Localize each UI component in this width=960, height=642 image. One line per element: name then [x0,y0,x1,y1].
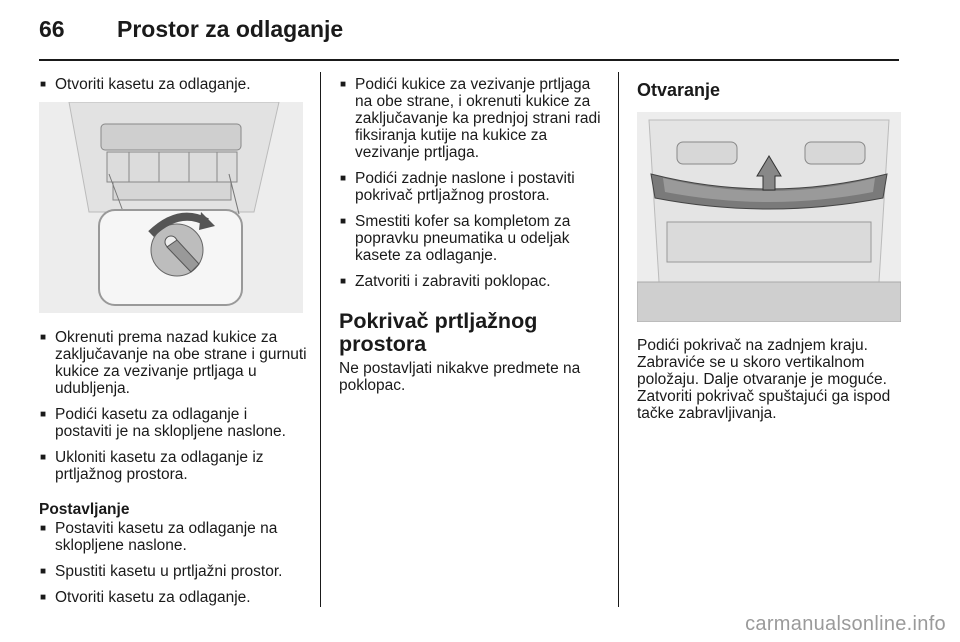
list-item: ■ Podići kasetu za odlaganje i postaviti je na sklopljene naslone. [39,406,307,440]
list-item: ■ Postaviti kasetu za odlaganje na sklopljene naslone. [39,520,307,554]
storage-box-image [39,102,303,313]
list-item: ■ Otvoriti kasetu za odlaganje. [39,76,307,93]
column-divider-1 [320,72,321,607]
list-item: ■ Podići kukice za vezivanje prtljaga na obe strane, i okrenuti kukice za zaključavanje ka prednjoj strani radi fiksiranja kutije na kukice za vezivanje prtljaga. [339,76,605,161]
list-item: ■ Otvoriti kasetu za odlaganje. [39,589,307,606]
storage-box-illustration [39,102,303,313]
list-item: ■ Ukloniti kasetu za odlaganje iz prtljažnog prostora. [39,449,307,483]
list-item: ■ Okrenuti prema nazad kukice za zaključavanje na obe strane i gurnuti kukice za vezivanje prtljaga u udubljenja. [39,329,307,397]
section-heading-cover: Pokrivač prtljažnog prostora [339,309,538,356]
column-1 [39,76,307,615]
heading-otvaranje: Otvaranje [637,80,721,100]
luggage-cover-image [637,112,901,322]
section-paragraph: Podići pokrivač na zadnjem kraju. Zabraviće se u skoro vertikalnom položaju. Dalje otvaranje je moguće. Zatvoriti pokrivač spuštajući ga ispod tačke zabravljivanja. [637,337,891,422]
watermark: carmanualsonline.info [745,613,946,635]
list-item: ■ Spustiti kasetu u prtljažni prostor. [39,563,307,580]
column-2 [339,76,605,394]
subheading-postavljanje: Postavljanje [39,501,130,518]
list-item: ■ Zatvoriti i zabraviti poklopac. [339,273,605,290]
column-divider-2 [618,72,619,607]
header-rule [39,59,899,61]
page-title: Prostor za odlaganje [117,16,344,42]
column-3 [637,76,903,422]
page-number: 66 [39,16,65,42]
section-paragraph: Ne postavljati nikakve predmete na poklopac. [339,360,581,394]
list-item: ■ Podići zadnje naslone i postaviti pokrivač prtljažnog prostora. [339,170,605,204]
page-header [39,16,343,46]
list-item: ■ Smestiti kofer sa kompletom za popravku pneumatika u odeljak kasete za odlaganje. [339,213,605,264]
cover-illustration [637,112,901,322]
